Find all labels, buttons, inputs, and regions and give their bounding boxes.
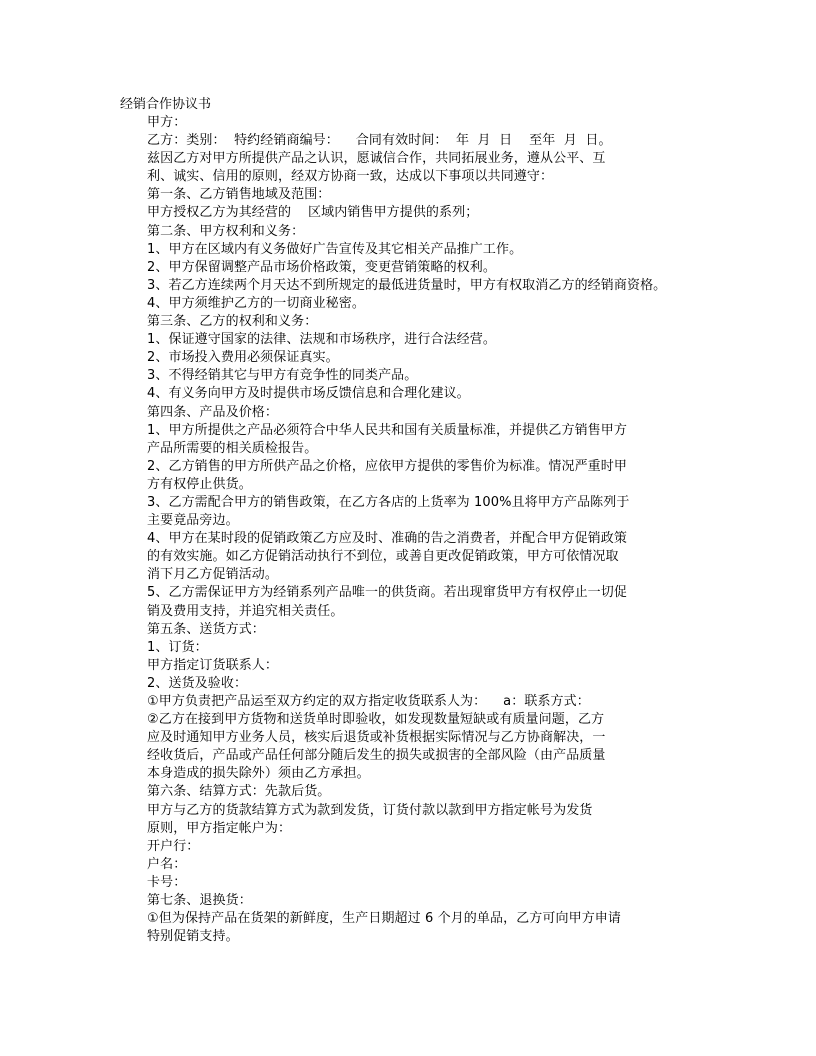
document-line: 的有效实施。如乙方促销活动执行不到位，或善自更改促销政策，甲方可依情况取 bbox=[147, 549, 619, 565]
document-title: 经销合作协议书 bbox=[120, 97, 212, 112]
document-line: 3、乙方需配合甲方的销售政策，在乙方各店的上货率为 100%且将甲方产品陈列于 bbox=[147, 494, 630, 510]
document-line: 第二条、甲方权利和义务： bbox=[147, 223, 305, 239]
document-line: 1、甲方在区域内有义务做好广告宣传及其它相关产品推广工作。 bbox=[147, 241, 523, 257]
document-line: 第三条、乙方的权利和义务： bbox=[147, 314, 318, 330]
document-line: 2、送货及验收： bbox=[147, 675, 248, 691]
document-line: 第五条、送货方式： bbox=[147, 621, 265, 637]
document-line: 2、乙方销售的甲方所供产品之价格，应依甲方提供的零售价为标准。情况严重时甲 bbox=[147, 458, 627, 474]
document-line: 4、有义务向甲方及时提供市场反馈信息和合理化建议。 bbox=[147, 386, 470, 402]
document-line: 甲方指定订货联系人： bbox=[147, 657, 279, 673]
document-line: 第七条、退换货： bbox=[147, 893, 252, 909]
document-line: 乙方：类别： 特约经销商编号： 合同有效时间： 年 月 日 至年 月 日。 bbox=[147, 133, 612, 149]
document-line: 3、不得经销其它与甲方有竞争性的同类产品。 bbox=[147, 368, 418, 384]
document-line: ①但为保持产品在货架的新鲜度，生产日期超过 6 个月的单品，乙方可向甲方申请 bbox=[147, 911, 621, 927]
document-line: 3、若乙方连续两个月天达不到所规定的最低进货量时，甲方有权取消乙方的经销商资格。 bbox=[147, 277, 667, 293]
document-line: 1、订货： bbox=[147, 639, 208, 655]
document-line: 特别促销支持。 bbox=[147, 929, 239, 945]
document-line: 卡号： bbox=[147, 874, 187, 890]
document-line: 1、保证遵守国家的法律、法规和市场秩序，进行合法经营。 bbox=[147, 332, 496, 348]
document-line: 甲方授权乙方为其经营的 区域内销售甲方提供的系列； bbox=[147, 205, 479, 221]
document-line: 甲方： bbox=[147, 115, 187, 130]
document-line: 消下月乙方促销活动。 bbox=[147, 567, 279, 583]
document-line: 开户行： bbox=[147, 838, 200, 854]
document-line: 第一条、乙方销售地域及范围： bbox=[147, 187, 331, 203]
document-line: 5、乙方需保证甲方为经销系列产品唯一的供货商。若出现窜货甲方有权停止一切促 bbox=[147, 585, 627, 601]
document-line: 户名： bbox=[147, 856, 187, 872]
document-line: 1、甲方所提供之产品必须符合中华人民共和国有关质量标准，并提供乙方销售甲方 bbox=[147, 422, 627, 438]
document-line: 应及时通知甲方业务人员，核实后退货或补货根据实际情况与乙方协商解决，一 bbox=[147, 730, 606, 746]
document-line: 产品所需要的相关质检报告。 bbox=[147, 440, 318, 456]
document-line: 利、诚实、信用的原则，经双方协商一致，达成以下事项以共同遵守： bbox=[147, 169, 554, 185]
document-line: 甲方与乙方的货款结算方式为款到发货，订货付款以款到甲方指定帐号为发货 bbox=[147, 802, 593, 818]
document-line: 本身造成的损失除外）须由乙方承担。 bbox=[147, 766, 370, 782]
document-line: 4、甲方在某时段的促销政策乙方应及时、准确的告之消费者，并配合甲方促销政策 bbox=[147, 531, 627, 547]
document-line: 4、甲方须维护乙方的一切商业秘密。 bbox=[147, 295, 365, 311]
document-line: 主要竟品旁边。 bbox=[147, 513, 239, 529]
document-line: ①甲方负责把产品运至双方约定的双方指定收货联系人为： a：联系方式： bbox=[147, 694, 590, 709]
document-line: 经收货后，产品或产品任何部分随后发生的损失或损害的全部风险（由产品质量 bbox=[147, 748, 606, 764]
document-line: 2、甲方保留调整产品市场价格政策，变更营销策略的权利。 bbox=[147, 259, 496, 275]
document-line: 第四条、产品及价格： bbox=[147, 404, 279, 420]
document-line: 原则，甲方指定帐户为： bbox=[147, 820, 292, 836]
document-line: 销及费用支持，并追究相关责任。 bbox=[147, 603, 344, 619]
document-line: ②乙方在接到甲方货物和送货单时即验收，如发现数量短缺或有质量问题，乙方 bbox=[147, 712, 605, 728]
document-line: 方有权停止供货。 bbox=[147, 476, 252, 492]
document-line: 第六条、结算方式：先款后货。 bbox=[147, 784, 331, 800]
document-line: 兹因乙方对甲方所提供产品之认识，愿诚信合作，共同拓展业务，遵从公平、互 bbox=[147, 151, 606, 167]
document-body bbox=[147, 114, 787, 946]
document-line: 2、市场投入费用必须保证真实。 bbox=[147, 350, 339, 366]
